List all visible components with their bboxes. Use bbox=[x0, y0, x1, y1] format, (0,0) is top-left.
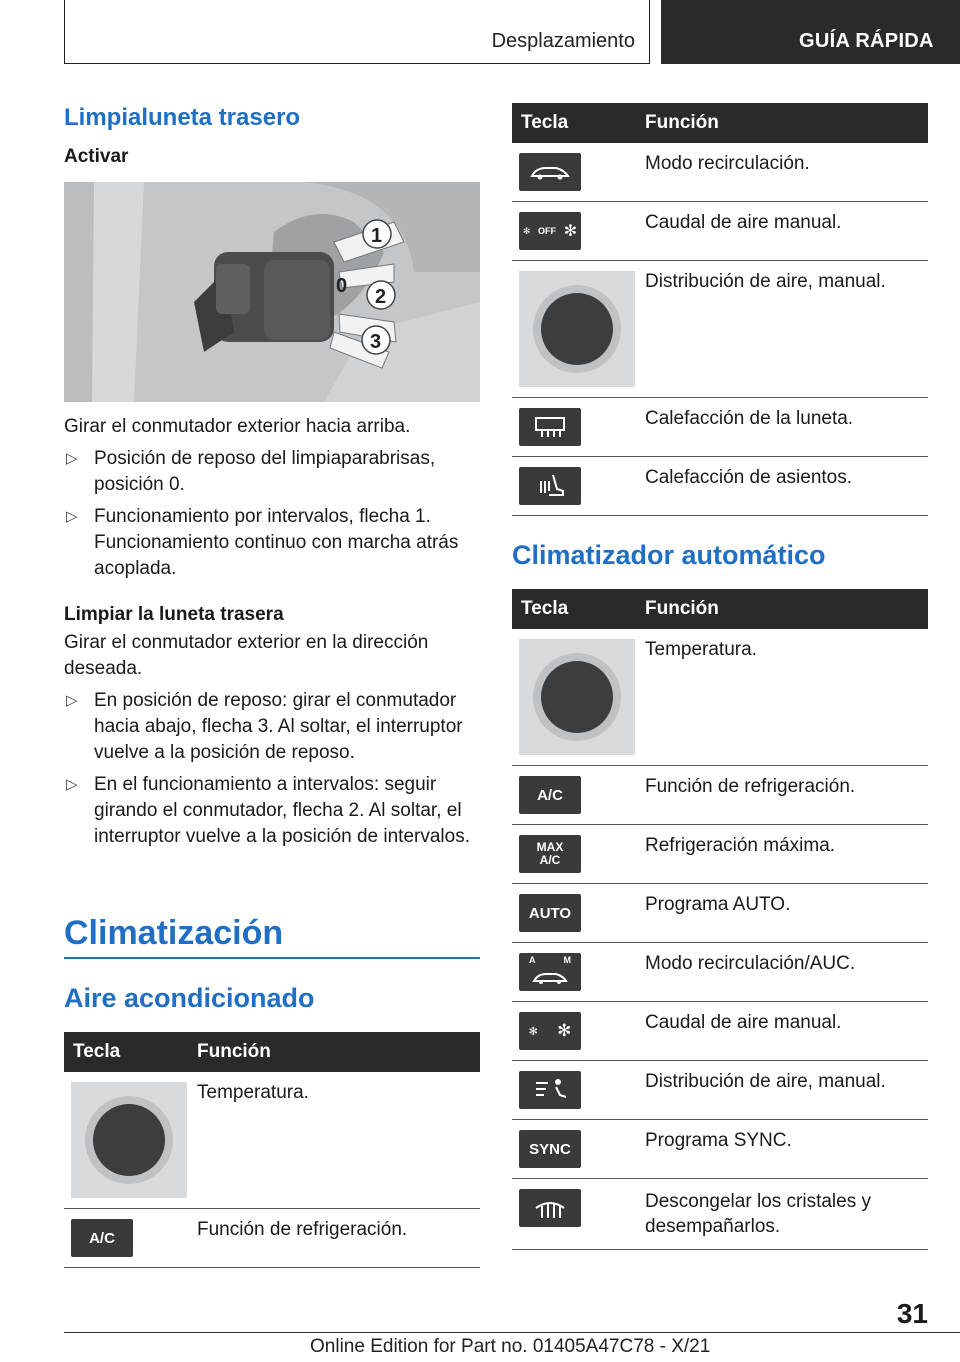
recirculation-car-icon bbox=[519, 153, 581, 191]
col-header-key: Tecla bbox=[64, 1032, 197, 1072]
photo-label-3: 3 bbox=[370, 331, 382, 353]
table-row bbox=[512, 943, 928, 1002]
footer-edition: Online Edition for Part no. 01405A47C78 - X/21 bbox=[310, 1336, 711, 1357]
row-function: Distribución de aire, manual. bbox=[645, 1061, 928, 1120]
page-number: 31 bbox=[896, 1298, 928, 1329]
ac-button-icon: A/C bbox=[71, 1219, 133, 1257]
row-function: Modo recirculación/AUC. bbox=[645, 943, 928, 1002]
table-row bbox=[512, 202, 928, 261]
climate-section bbox=[64, 914, 480, 1268]
rear-defrost-icon bbox=[519, 408, 581, 446]
row-function: Calefacción de asientos. bbox=[645, 457, 928, 516]
row-function: Temperatura. bbox=[645, 629, 928, 766]
auto-climate-key-table bbox=[512, 589, 928, 1250]
right-column bbox=[512, 103, 928, 1250]
list-item: ▷ En posición de reposo: girar el conmutador hacia abajo, flecha 3. Al soltar, el interruptor vuelve a la posición de reposo. bbox=[66, 690, 463, 763]
fan-button-icon bbox=[519, 1012, 581, 1050]
table-row bbox=[512, 143, 928, 202]
left-column bbox=[64, 104, 480, 856]
table-row bbox=[512, 398, 928, 457]
row-function: Distribución de aire, manual. bbox=[645, 261, 928, 398]
seat-heating-icon bbox=[519, 467, 581, 505]
photo-label-1: 1 bbox=[371, 225, 383, 247]
table-row bbox=[512, 1120, 928, 1179]
climate-title: Climatización bbox=[64, 914, 284, 952]
list-item: ▷ En el funcionamiento a intervalos: seguir girando el conmutador, flecha 2. Al soltar, el interruptor vuelve a la posición de intervalos. bbox=[66, 774, 470, 847]
row-function: Descongelar los cristales y desempañarlos. bbox=[645, 1179, 928, 1250]
temperature-knob-icon bbox=[519, 639, 635, 755]
ac-key-table bbox=[64, 1032, 480, 1268]
triangle-bullet-icon: ▷ bbox=[66, 692, 78, 709]
footer-rule bbox=[64, 1332, 960, 1333]
table-row bbox=[512, 629, 928, 766]
air-distribution-icon bbox=[519, 1071, 581, 1109]
table-row bbox=[512, 825, 928, 884]
photo-label-0: 0 bbox=[336, 275, 348, 297]
fan-off-button-icon: ✻ OFF ✻ bbox=[519, 212, 581, 250]
photo-label-2: 2 bbox=[375, 286, 387, 308]
title-rule bbox=[64, 957, 480, 959]
table-row bbox=[512, 1002, 928, 1061]
col-header-key: Tecla bbox=[512, 589, 645, 629]
clean-rear-window-subheading: Limpiar la luneta trasera bbox=[64, 604, 284, 625]
row-function: Programa AUTO. bbox=[645, 884, 928, 943]
ac-button-icon: A/C bbox=[519, 776, 581, 814]
table-row bbox=[512, 884, 928, 943]
activate-subheading: Activar bbox=[64, 146, 129, 167]
front-defrost-icon bbox=[519, 1189, 581, 1227]
fan-small-icon: ✻ bbox=[528, 1025, 538, 1038]
row-function: Función de refrigeración. bbox=[645, 766, 928, 825]
air-distribution-knob-icon bbox=[519, 271, 635, 387]
ac-title: Aire acondicionado bbox=[64, 983, 315, 1013]
row-function: Función de refrigeración. bbox=[197, 1209, 480, 1268]
triangle-bullet-icon: ▷ bbox=[66, 450, 78, 467]
fan-large-icon: ✻ bbox=[557, 1021, 572, 1040]
list-item: ▷ Funcionamiento por intervalos, flecha 1. Funcionamiento continuo con marcha atrás acoplada. bbox=[66, 506, 459, 579]
triangle-bullet-icon: ▷ bbox=[66, 776, 78, 793]
row-function: Temperatura. bbox=[197, 1072, 480, 1209]
ac-key-table-continued bbox=[512, 103, 928, 516]
temperature-knob-icon bbox=[71, 1082, 187, 1198]
rear-wiper-title: Limpialuneta trasero bbox=[64, 104, 301, 131]
col-header-function: Función bbox=[645, 103, 928, 143]
list-item: ▷ Posición de reposo del limpiaparabrisas, posición 0. bbox=[66, 448, 436, 495]
table-row bbox=[512, 457, 928, 516]
col-header-function: Función bbox=[645, 589, 928, 629]
turn-up-text: Girar el conmutador exterior hacia arriba. bbox=[64, 416, 411, 437]
auto-button-icon: AUTO bbox=[519, 894, 581, 932]
header-section-box bbox=[64, 0, 650, 64]
fan-small-icon: ✻ bbox=[522, 225, 531, 236]
recirculation-auc-icon: A M bbox=[519, 953, 581, 991]
wiper-stalk-photo bbox=[64, 182, 480, 402]
clean-text: Girar el conmutador exterior en la dirección deseada. bbox=[64, 632, 429, 679]
row-function: Refrigeración máxima. bbox=[645, 825, 928, 884]
table-row bbox=[512, 1179, 928, 1250]
header-tab[interactable] bbox=[661, 0, 960, 64]
wiper-bullets-2 bbox=[64, 688, 480, 850]
header-section: Desplazamiento bbox=[491, 30, 635, 52]
row-function: Programa SYNC. bbox=[645, 1120, 928, 1179]
triangle-bullet-icon: ▷ bbox=[66, 508, 78, 525]
sync-button-icon: SYNC bbox=[519, 1130, 581, 1168]
wiper-bullets-1 bbox=[64, 446, 480, 582]
row-function: Caudal de aire manual. bbox=[645, 1002, 928, 1061]
max-ac-button-icon: MAX A/C bbox=[519, 835, 581, 873]
table-row bbox=[64, 1209, 480, 1268]
table-row bbox=[512, 766, 928, 825]
table-row bbox=[512, 261, 928, 398]
table-row bbox=[64, 1072, 480, 1209]
auto-climate-title: Climatizador automático bbox=[512, 540, 826, 570]
row-function: Calefacción de la luneta. bbox=[645, 398, 928, 457]
row-function: Modo recirculación. bbox=[645, 143, 928, 202]
fan-large-icon: ✻ bbox=[563, 223, 578, 240]
col-header-function: Función bbox=[197, 1032, 480, 1072]
col-header-key: Tecla bbox=[512, 103, 645, 143]
table-row bbox=[512, 1061, 928, 1120]
header-tab-label: GUÍA RÁPIDA bbox=[799, 30, 934, 52]
row-function: Caudal de aire manual. bbox=[645, 202, 928, 261]
